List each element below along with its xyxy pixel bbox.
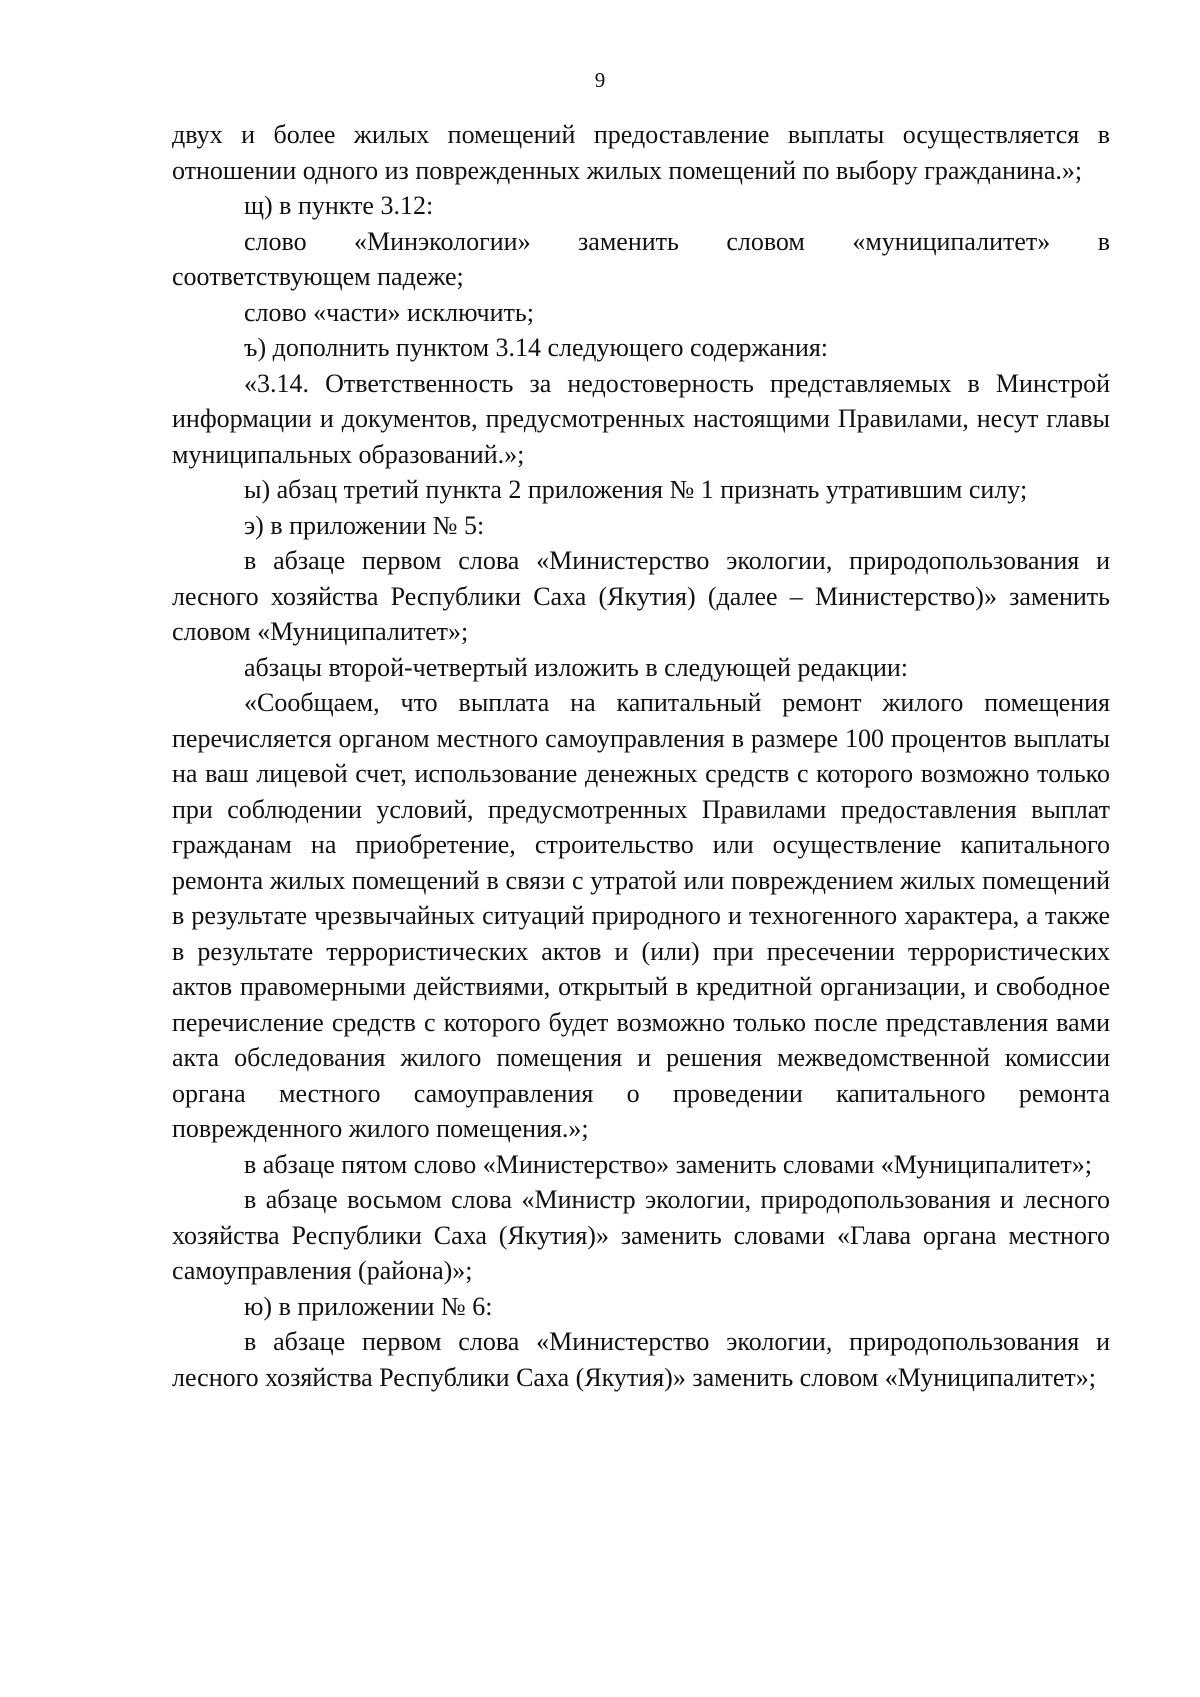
page-number: 9 bbox=[594, 68, 606, 92]
paragraph: абзацы второй-четвертый изложить в следующей редакции: bbox=[244, 652, 909, 682]
paragraph: э) в приложении № 5: bbox=[244, 510, 485, 540]
document-body bbox=[172, 117, 1110, 1395]
paragraph: «3.14. Ответственность за недостоверность представляемых в Минстрой информации и документов, предусмотренных настоящими Правилами, несут главы муниципальных образований.»; bbox=[172, 368, 1110, 469]
paragraph: в абзаце восьмом слова «Министр экологии, природопользования и лесного хозяйства Республики Саха (Якутия)» заменить словами «Глава органа местного самоуправления (района)»; bbox=[172, 1185, 1110, 1285]
paragraph: ю) в приложении № 6: bbox=[244, 1291, 493, 1321]
paragraph: ъ) дополнить пунктом 3.14 следующего содержания: bbox=[244, 333, 829, 362]
paragraph: в абзаце первом слова «Министерство экологии, природопользования и лесного хозяйства Республики Саха (Якутия)» заменить словом «Муниципалитет»; bbox=[172, 1327, 1110, 1392]
paragraph: слово «части» исключить; bbox=[244, 297, 534, 327]
paragraph: в абзаце первом слова «Министерство экологии, природопользования и лесного хозяйства Республики Саха (Якутия) (далее – Министерство)» заменить словом «Муниципалитет»; bbox=[172, 546, 1110, 646]
paragraph: двух и более жилых помещений предоставление выплаты осуществляется в отношении одного из поврежденных жилых помещений по выбору гражданина.»; bbox=[172, 120, 1110, 185]
paragraph: «Сообщаем, что выплата на капитальный ремонт жилого помещения перечисляется органом местного самоуправления в размере 100 процентов выплаты на ваш лицевой счет, использование денежных средств с которого возможно только при соблюдении условий, предусмотренных Правилами предоставления выплат гражданам на приобретение, строительство или осуществление капитального ремонта жилых помещений в связи с утратой или повреждением жилых помещений в результате чрезвычайных ситуаций природного и техногенного характера, а также в результате террористических актов и (или) при пресечении террористических актов правомерными действиями, открытый в кредитной организации, и свободное перечисление средств с которого будет возможно только после представления вами акта обследования жилого помещения и решения межведомственной комиссии органа местного самоуправления о проведении капитального ремонта поврежденного жилого помещения.»; bbox=[172, 688, 1110, 1143]
paragraph: щ) в пункте 3.12: bbox=[244, 191, 434, 220]
paragraph: ы) абзац третий пункта 2 приложения № 1 признать утратившим силу; bbox=[244, 475, 1028, 504]
paragraph: слово «Минэкологии» заменить словом «муниципалитет» в соответствующем падеже; bbox=[172, 226, 1110, 291]
paragraph: в абзаце пятом слово «Министерство» заменить словами «Муниципалитет»; bbox=[244, 1149, 1092, 1179]
